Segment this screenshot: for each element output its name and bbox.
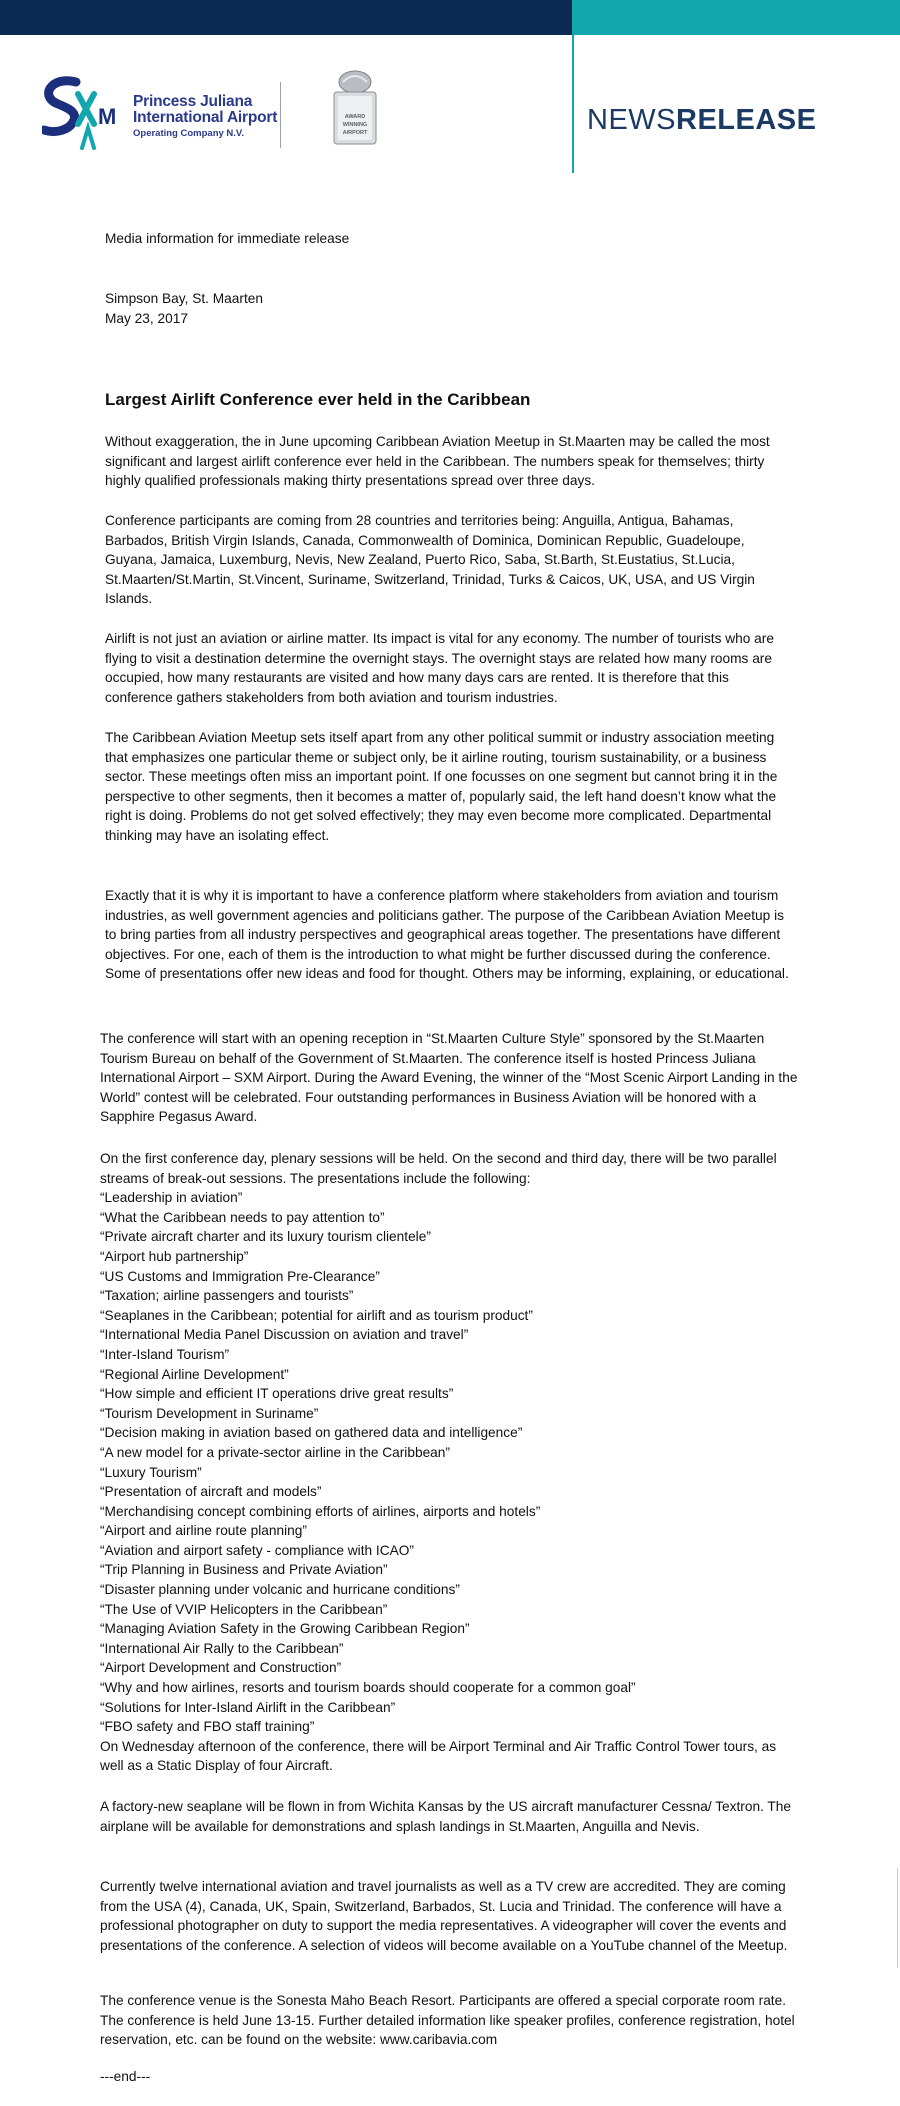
list-item: “Decision making in aviation based on gathered data and intelligence” <box>100 1425 523 1441</box>
news-release-regular: NEWS <box>587 104 676 136</box>
award-line-2: WINNING <box>342 122 368 128</box>
top-bar-navy <box>0 0 572 35</box>
list-item: “Leadership in aviation” <box>100 1190 243 1206</box>
tours-note: On Wednesday afternoon of the conference, there will be Airport Terminal and Air Traffic Control Tower tours, as well as a Static Display of four Aircraft. <box>100 1738 777 1774</box>
list-item: “Airport and airline route planning” <box>100 1523 307 1539</box>
paragraph-platform-purpose: Exactly that it is why it is important to have a conference platform where stakeholders from aviation and tourism industries, as well government agencies and politicians gather. The purpose of the Caribbean Aviation Meetup is to bring parties from all industry perspectives and geographical areas together. The presentations have different objectives. For one, each of them is the introduction to what might be further discussed during the conference. Some of presentations offer new ideas and food for thought. Others may be informing, explaining, or educational. <box>105 888 789 982</box>
list-item: “A new model for a private-sector airline in the Caribbean” <box>100 1444 450 1460</box>
news-release-bold: RELEASE <box>676 104 817 136</box>
list-item: “Presentation of aircraft and models” <box>100 1484 322 1500</box>
award-line-1: AWARD <box>344 114 366 120</box>
list-item: “Why and how airlines, resorts and tourism boards should cooperate for a common goal” <box>100 1680 636 1696</box>
list-item: “Private aircraft charter and its luxury tourism clientele” <box>100 1229 431 1245</box>
paragraph-journalists: Currently twelve international aviation and travel journalists as well as a TV crew are accredited. They are coming from the USA (4), Canada, UK, Spain, Switzerland, Barbados, St. Lucia and Trinidad. The conference will have a professional photographer on duty to support the media representatives. A videographer will cover the events and presentations of the conference. A selection of videos will become available on a YouTube channel of the Meetup. <box>100 1879 788 1953</box>
paragraph-seaplane: A factory-new seaplane will be flown in from Wichita Kansas by the US aircraft manufacturer Cessna/ Textron. The airplane will be available for demonstrations and splash landings in St.Maarten, Anguilla and Nevis. <box>100 1799 792 1834</box>
list-item: “Merchandising concept combining efforts of airlines, airports and hotels” <box>100 1503 541 1519</box>
list-item: “Managing Aviation Safety in the Growing Caribbean Region” <box>100 1621 470 1637</box>
org-name-line2: International Airport <box>133 109 278 127</box>
top-bar-teal <box>572 0 900 35</box>
list-item: “Inter-Island Tourism” <box>100 1346 230 1362</box>
list-item: “Solutions for Inter-Island Airlift in the Caribbean” <box>100 1699 396 1715</box>
paragraph-airlift-impact: Airlift is not just an aviation or airline matter. Its impact is vital for any economy. The number of tourists who are flying to visit a destination determine the overnight stays. The overnight stays are related how many rooms are occupied, how many restaurants are visited and how many days cars are rented. It is therefore that this conference gathers stakeholders from both aviation and tourism industries. <box>105 631 774 705</box>
page-edge-mark <box>897 1868 898 1968</box>
award-badge-text <box>330 108 380 148</box>
dateline <box>105 289 795 328</box>
list-item: “Luxury Tourism” <box>100 1464 202 1480</box>
list-item: “International Media Panel Discussion on aviation and travel” <box>100 1327 469 1343</box>
list-item: “Aviation and airport safety - compliance with ICAO” <box>100 1542 414 1558</box>
presentation-topics-list <box>100 1188 800 1737</box>
dateline-location: Simpson Bay, St. Maarten <box>105 291 263 306</box>
list-item: “Taxation; airline passengers and tourists” <box>100 1288 354 1304</box>
top-color-bar <box>0 0 900 35</box>
paragraph-venue: The conference venue is the Sonesta Maho Beach Resort. Participants are offered a special corporate room rate. The conference is held June 13-15. Further detailed information like speaker profiles, conference registration, hotel reservation, etc. can be found on the website: www.caribavia.com <box>100 1993 795 2048</box>
presentations-section <box>100 1149 800 1776</box>
list-item: “Seaplanes in the Caribbean; potential for airlift and as tourism product” <box>100 1307 533 1323</box>
list-item: “International Air Rally to the Caribbean” <box>100 1640 344 1656</box>
news-release-heading <box>587 104 816 137</box>
header-teal-rule <box>572 35 574 173</box>
list-item: “Tourism Development in Suriname” <box>100 1405 319 1421</box>
presentations-intro: On the first conference day, plenary sessions will be held. On the second and third day, there will be two parallel streams of break-out sessions. The presentations include the following: <box>100 1151 777 1186</box>
dateline-date: May 23, 2017 <box>105 310 188 326</box>
list-item: “The Use of VVIP Helicopters in the Caribbean” <box>100 1601 388 1617</box>
list-item: “Airport Development and Construction” <box>100 1660 342 1676</box>
paragraph-opening-reception: The conference will start with an opening reception in “St.Maarten Culture Style” sponsored by the St.Maarten Tourism Bureau on behalf of the Government of St.Maarten. The conference itself is hosted Princess Juliana International Airport – SXM Airport. During the Award Evening, the winner of the “Most Scenic Airport Landing in the World” contest will be celebrated. Four outstanding performances in Business Aviation will be honored with a Sapphire Pegasus Award. <box>100 1031 798 1125</box>
list-item: “US Customs and Immigration Pre-Clearance” <box>100 1268 380 1284</box>
paragraph-intro: Without exaggeration, the in June upcoming Caribbean Aviation Meetup in St.Maarten may be called the most significant and largest airlift conference ever held in the Caribbean. The numbers speak for themselves; thirty highly qualified professionals making thirty presentations spread over three days. <box>105 434 770 489</box>
press-release-title: Largest Airlift Conference ever held in the Caribbean <box>105 390 531 409</box>
header-divider <box>280 82 281 148</box>
award-line-3: AIRPORT <box>342 130 368 136</box>
list-item: “Disaster planning under volcanic and hurricane conditions” <box>100 1582 460 1598</box>
list-item: “How simple and efficient IT operations drive great results” <box>100 1386 454 1402</box>
end-marker: ---end--- <box>100 2069 151 2084</box>
media-information-line: Media information for immediate release <box>105 231 350 246</box>
list-item: “Regional Airline Development” <box>100 1366 289 1382</box>
org-name-line3: Operating Company N.V. <box>133 127 245 139</box>
list-item: “What the Caribbean needs to pay attention to” <box>100 1209 385 1225</box>
paragraph-meetup-difference: The Caribbean Aviation Meetup sets itself apart from any other political summit or industry association meeting that emphasizes one particular theme or subject only, be it airline routing, tourism sustainability, or a business sector. These meetings often miss an important point. If one focusses on one segment but cannot bring it in the perspective to other segments, then it becomes a matter of, popularly said, the left hand doesn’t know what the right is doing. Problems do not get solved effectively; they may even become more complicated. Departmental thinking may have an isolating effect. <box>105 730 778 843</box>
sxm-logo <box>42 72 124 150</box>
paragraph-participants: Conference participants are coming from 28 countries and territories being: Anguilla, Antigua, Bahamas, Barbados, British Virgin Islands, Canada, Commonwealth of Dominica, Dominican Republic, Guadeloupe, Guyana, Jamaica, Luxemburg, Nevis, New Zealand, Puerto Rico, Saba, St.Barth, St.Eustatius, St.Lucia, St.Maarten/St.Martin, St.Vincent, Suriname, Switzerland, Trinidad, Turks & Caicos, UK, USA, and US Virgin Islands. <box>105 513 755 607</box>
list-item: “FBO safety and FBO staff training” <box>100 1719 315 1735</box>
organization-name <box>133 94 277 139</box>
logo-m-letter: M <box>98 104 117 129</box>
list-item: “Trip Planning in Business and Private Aviation” <box>100 1562 388 1578</box>
list-item: “Airport hub partnership” <box>100 1248 249 1264</box>
org-name-line1: Princess Juliana <box>133 93 253 110</box>
